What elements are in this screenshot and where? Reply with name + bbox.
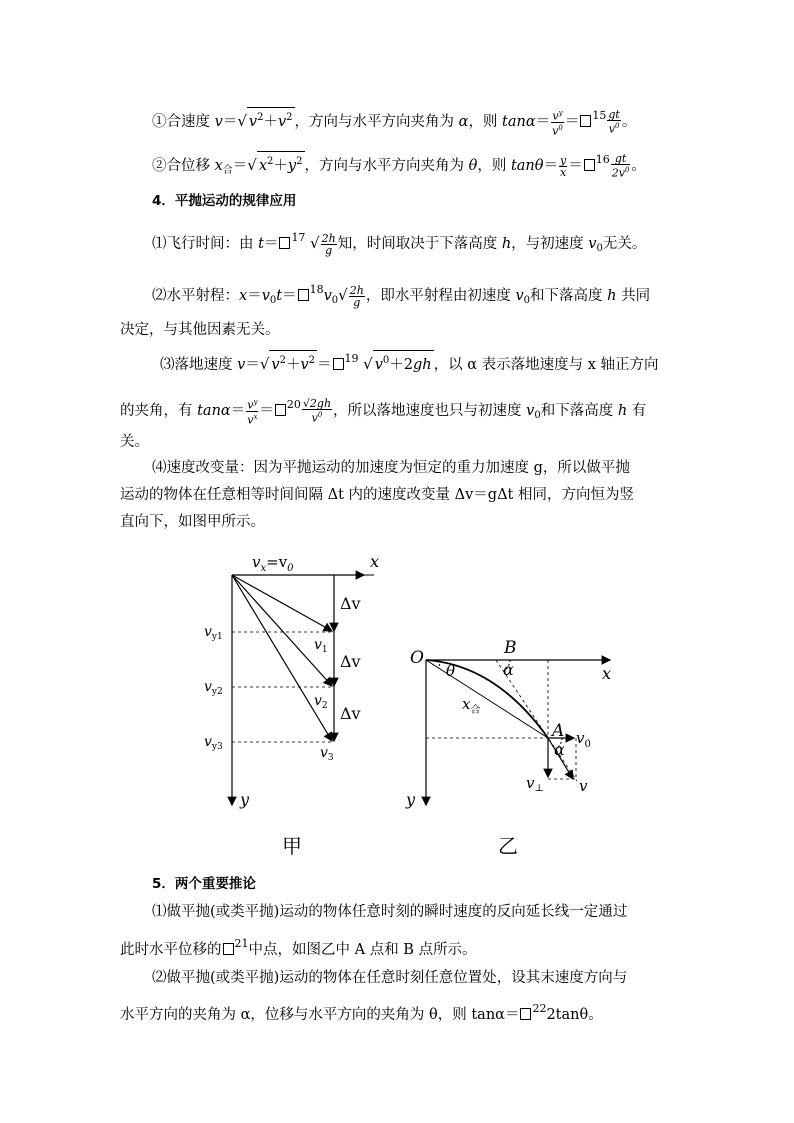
jia-v3-label: v (320, 745, 328, 761)
yi-B-label: B (504, 638, 517, 658)
diagram-jia (204, 552, 379, 858)
yi-theta-label: θ (446, 662, 456, 680)
resultant-displacement-line: ②合位移 $x_合=√$ $x^2+y^2$ ，方向与水平方向夹角为 θ，则 tanθ＝ $\frac{y}{x}$ ＝ $^{16}$ $\frac{gt}{2v^0}$ 。 (152, 152, 646, 180)
jia-dv-label-2: Δv (340, 652, 361, 671)
blank-box-18 (298, 289, 309, 301)
yi-alpha-label-2: α (554, 740, 565, 759)
inference-1-line-2: 此时水平位移的 $^{21}$中点，如图乙中 A 点和 B 点所示。 (120, 937, 477, 958)
svg-text:vy3: $v_{y3}$ (204, 734, 223, 752)
projectile-diagram (196, 543, 632, 865)
yi-v-label: v (579, 777, 588, 795)
blank-box-15 (580, 115, 591, 127)
jia-x-label: x (370, 552, 380, 571)
flight-time-line: ⑴飞行时间：由 t＝ $^{17}$ √ $\frac{2h}{g}$ 知，时间取决于下落高度 h，与初速度 $v_0$无关。 (152, 231, 647, 257)
yi-x-label: x (602, 664, 612, 683)
jia-y-label: y (240, 790, 250, 809)
jia-vy2-label: v (204, 679, 212, 695)
range-line-1: ⑵水平射程：$x=v_0t= ^{18}v_0√$ $\frac{2h}{g}$ ，即水平射程由初速度 $v_0$和下落高度 h 共同 (152, 283, 651, 309)
svg-text:x合: $x_合$ (462, 695, 481, 716)
jia-vy3-label: v (204, 734, 212, 750)
jia-vy1-label: v (204, 624, 212, 640)
jia-dv-label-3: Δv (340, 704, 361, 723)
yi-alpha-label-1: α (503, 660, 514, 679)
jia-caption: 甲 (282, 834, 302, 858)
diagram-yi (405, 638, 611, 858)
yi-y-label: y (406, 790, 416, 809)
inference-1-line-1: ⑴做平抛(或类平抛)运动的物体任意时刻的瞬时速度的反向延长线一定通过 (152, 904, 628, 920)
blank-box-20 (275, 404, 286, 416)
svg-text:vx=v0: $v_x=v_0$ (252, 553, 294, 574)
blank-box-19 (333, 358, 344, 370)
blank-box-22 (520, 1008, 531, 1020)
yi-displacement-line (426, 660, 548, 738)
yi-v0-label: v (576, 729, 585, 747)
jia-dv-label-1: Δv (340, 594, 361, 613)
yi-vperp-label: v (526, 774, 535, 792)
jia-v1-arrow (232, 575, 332, 631)
jia-v2-label: v (314, 693, 322, 709)
blank-box-16 (584, 159, 595, 171)
yi-caption: 乙 (498, 834, 518, 858)
blank-box-21 (223, 943, 234, 955)
inference-2-line-1: ⑵做平抛(或类平抛)运动的物体在任意时刻任意位置处，设其末速度方向与 (152, 970, 628, 986)
svg-text:v3: $v_3$ (320, 745, 334, 763)
yi-A-label: A (552, 721, 565, 741)
svg-text:v0: $v_0$ (576, 729, 591, 750)
landing-velocity-line-1: ⑶落地速度 v＝√ $v^2+v^2 = ^{19}$ √ $v^0+2gh$ ，以 α 表示落地速度与 x 轴正方向 (160, 352, 659, 373)
section-heading-5: 5．两个重要推论 (152, 876, 256, 892)
range-line-2: 决定，与其他因素无关。 (120, 322, 280, 338)
velocity-change-line-3: 直向下，如图甲所示。 (120, 514, 265, 530)
resultant-velocity-line: ①合速度 v＝√ $v^2+v^2$ ，方向与水平方向夹角为 α，则 tanα＝ $\frac{v^y}{v^0}$ ＝ $^{15}$ $\frac{gt}{v^0}$ 。 (152, 108, 637, 138)
svg-text:vy2: $v_{y2}$ (204, 679, 223, 697)
section-heading-4: 4．平抛运动的规律应用 (152, 193, 297, 209)
svg-text:v⊥: $v_\perp$ (526, 774, 544, 794)
jia-vx-label: v (252, 553, 261, 571)
velocity-change-line-2: 运动的物体在任意相等时间间隔 Δt 内的速度改变量 Δv＝gΔt 相同，方向恒为竖 (120, 487, 634, 503)
velocity-change-line-1: ⑷速度改变量：因为平抛运动的加速度为恒定的重力加速度 g，所以做平抛 (152, 460, 630, 476)
svg-text:v1: $v_1$ (314, 637, 328, 655)
blank-box-17 (279, 237, 290, 249)
jia-v3-arrow (232, 575, 332, 741)
svg-text:vy1: $v_{y1}$ (204, 624, 223, 642)
yi-O-label: O (410, 648, 424, 668)
jia-v1-label: v (314, 637, 322, 653)
inference-2-line-2: 水平方向的夹角为 α，位移与水平方向的夹角为 θ，则 tanα＝ $^{22}$2tanθ。 (120, 1002, 603, 1023)
yi-xhe-label: x (462, 695, 471, 713)
jia-v2-arrow (232, 575, 332, 686)
figure-jia-yi (196, 543, 632, 865)
landing-velocity-line-2: 的夹角，有 tanα＝ $\frac{v^y}{v^x}$ ＝ $^{20}$ $\frac{√2gh}{v^0}$ ，所以落地速度也只与初速度 $v_0$和下落高度 h 有 (120, 397, 647, 427)
landing-velocity-line-3: 关。 (120, 434, 149, 450)
svg-text:v2: $v_2$ (314, 693, 328, 711)
